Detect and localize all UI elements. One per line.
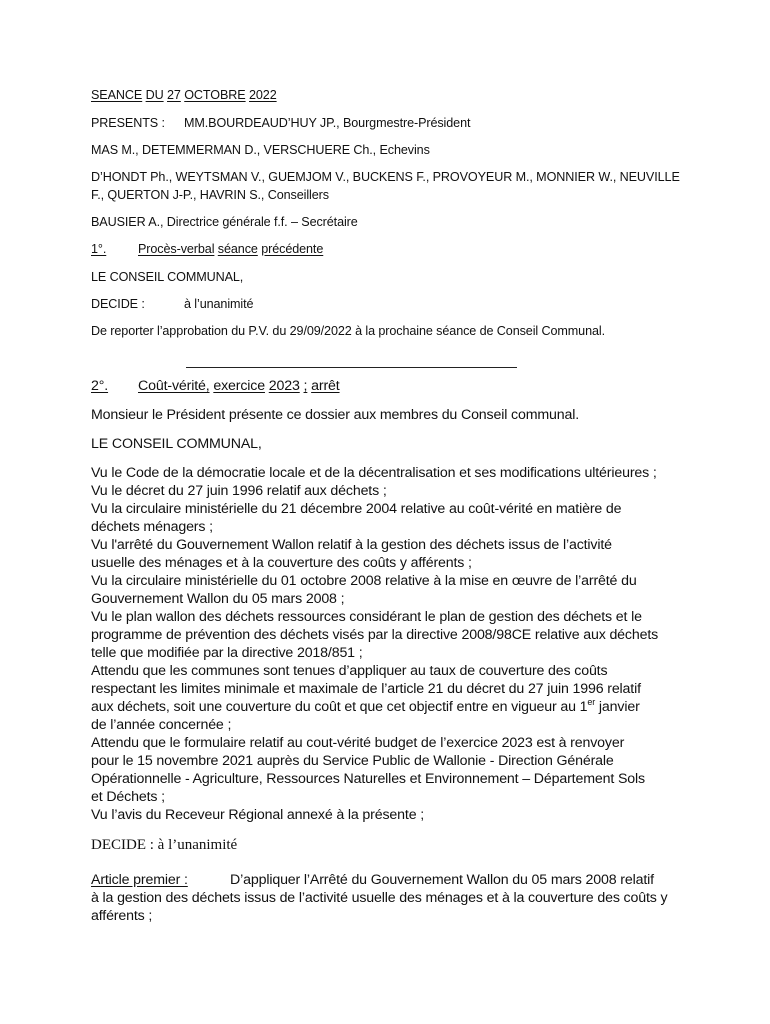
- seance-word: DU: [145, 88, 164, 102]
- point1-number-wrap: [91, 242, 106, 256]
- article-line-1: D’appliquer l’Arrêté du Gouvernement Wallon du 05 mars 2008 relatif: [230, 872, 654, 888]
- seance-word: 27: [167, 88, 181, 102]
- body-line: Vu le plan wallon des déchets ressources considérant le plan de gestion des déchets et le: [91, 609, 642, 625]
- body-line: et Déchets ;: [91, 789, 165, 805]
- bourgmestre-text: MM.BOURDEAUD’HUY JP., Bourgmestre-Président: [184, 116, 471, 130]
- body-line: respectant les limites minimale et maximale de l’article 21 du décret du 27 juin 1996 relatif: [91, 681, 641, 697]
- body-line: Vu l'arrêté du Gouvernement Wallon relatif à la gestion des déchets issus de l’activité: [91, 537, 612, 553]
- conseillers-text-2: F., QUERTON J-P., HAVRIN S., Conseillers: [91, 188, 329, 202]
- point1-decide-value: à l’unanimité: [184, 297, 254, 311]
- point1-text: De reporter l’approbation du P.V. du 29/09/2022 à la prochaine séance de Conseil Communal.: [91, 324, 605, 338]
- body-line: programme de prévention des déchets visés par la directive 2008/98CE relative aux déchets: [91, 627, 659, 643]
- body-line: Vu la circulaire ministérielle du 01 octobre 2008 relative à la mise en œuvre de l’arrêté du: [91, 573, 637, 589]
- superscript: er: [587, 697, 596, 707]
- body-line: Attendu que le formulaire relatif au cout-vérité budget de l’exercice 2023 est à renvoyer: [91, 735, 625, 751]
- body-line: pour le 15 novembre 2021 auprès du Service Public de Wallonie - Direction Générale: [91, 753, 614, 769]
- secretaire-text: BAUSIER A., Directrice générale f.f. – Secrétaire: [91, 215, 358, 229]
- seance-heading: [91, 88, 277, 102]
- body-line-with-sup: [91, 699, 640, 715]
- point1-title: [138, 242, 323, 256]
- seance-word: SEANCE: [91, 88, 143, 102]
- body-line: déchets ménagers ;: [91, 519, 213, 535]
- body-line: Vu la circulaire ministérielle du 21 décembre 2004 relative au coût-vérité en matière de: [91, 501, 622, 517]
- point2-number-wrap: [91, 378, 108, 394]
- point2-decide: DECIDE : à l’unanimité: [91, 837, 238, 853]
- body-line: Vu le Code de la démocratie locale et de la décentralisation et ses modifications ultérieures ;: [91, 465, 657, 481]
- point1-title-word: Procès-verbal: [138, 242, 215, 256]
- article-label-wrap: [91, 872, 188, 888]
- point1-title-word: précédente: [261, 242, 324, 256]
- body-line: de l’année concernée ;: [91, 717, 232, 733]
- body-line: telle que modifiée par la directive 2018/851 ;: [91, 645, 363, 661]
- point1-decide-label: DECIDE :: [91, 297, 145, 311]
- point1-title-word: séance: [217, 242, 258, 256]
- echevins-text: MAS M., DETEMMERMAN D., VERSCHUERE Ch., Echevins: [91, 143, 430, 157]
- point1-number: 1°.: [91, 242, 107, 256]
- body-line: Gouvernement Wallon du 05 mars 2008 ;: [91, 591, 345, 607]
- presents-label: PRESENTS :: [91, 116, 165, 130]
- presents-row: [91, 116, 165, 130]
- separator-rule: [186, 367, 517, 368]
- article-label: Article premier :: [91, 872, 188, 888]
- article-line-3: afférents ;: [91, 908, 153, 924]
- body-line: Vu l’avis du Receveur Régional annexé à la présente ;: [91, 807, 425, 823]
- article-line-2: à la gestion des déchets issus de l’activité usuelle des ménages et à la couverture des coûts y: [91, 890, 668, 906]
- body-line: Attendu que les communes sont tenues d’appliquer au taux de couverture des coûts: [91, 663, 608, 679]
- point2-title-part: Coût-vérité,: [138, 378, 210, 394]
- conseillers-text-1: D’HONDT Ph., WEYTSMAN V., GUEMJOM V., BUCKENS F., PROVOYEUR M., MONNIER W., NEUVILLE: [91, 170, 680, 184]
- point2-title-part: exercice: [213, 378, 265, 394]
- point2-title-part: 2023: [268, 378, 300, 394]
- body-line: Vu le décret du 27 juin 1996 relatif aux déchets ;: [91, 483, 387, 499]
- point2-title-part: arrêt: [311, 378, 340, 394]
- seance-word: OCTOBRE: [184, 88, 246, 102]
- body-line-part: aux déchets, soit une couverture du coût et que cet objectif entre en vigueur au 1: [91, 699, 588, 715]
- point2-title: [138, 378, 340, 394]
- point2-conseil: LE CONSEIL COMMUNAL,: [91, 436, 262, 452]
- body-line: usuelle des ménages et à la couverture des coûts y afférents ;: [91, 555, 472, 571]
- body-line-part: janvier: [595, 699, 640, 715]
- seance-word: 2022: [249, 88, 277, 102]
- point2-number: 2°.: [91, 378, 109, 394]
- body-line: Opérationnelle - Agriculture, Ressources Naturelles et Environnement – Département Sols: [91, 771, 645, 787]
- point1-conseil: LE CONSEIL COMMUNAL,: [91, 270, 244, 284]
- point2-title-part: ;: [303, 378, 308, 394]
- point2-intro: Monsieur le Président présente ce dossier aux membres du Conseil communal.: [91, 407, 580, 423]
